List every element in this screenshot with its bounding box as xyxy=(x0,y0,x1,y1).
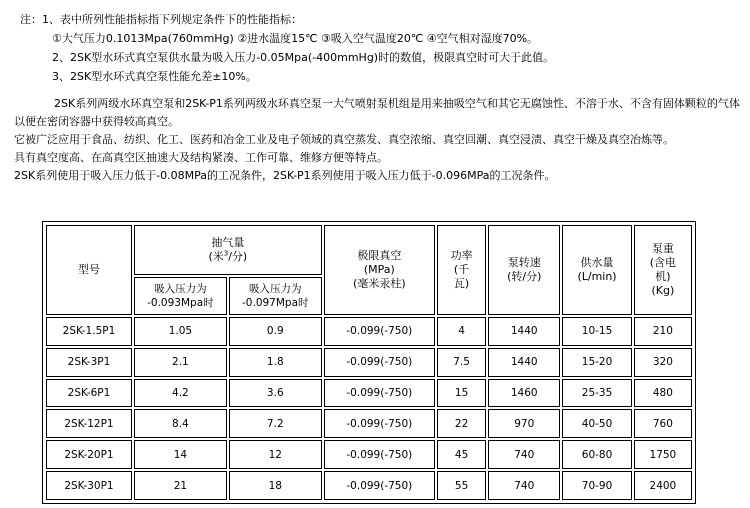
cell-q2: 3.6 xyxy=(229,379,322,408)
table-row xyxy=(46,440,692,469)
header-pumping-speed-title: 抽气量 xyxy=(211,236,245,249)
cell-ultimate: -0.099(-750) xyxy=(324,348,435,377)
cell-speed: 740 xyxy=(488,440,560,469)
cell-water: 70-90 xyxy=(562,471,632,500)
cell-weight: 320 xyxy=(634,348,692,377)
header-pumping-speed-unit: (米$^3$/分) xyxy=(208,249,248,263)
spec-table-frame xyxy=(42,221,696,504)
cell-q2: 12 xyxy=(229,440,322,469)
header-water-supply: 供水量 (L/min) xyxy=(562,225,632,315)
intro-paragraph-1: 2SK系列两级水环真空泵和2SK-P1系列两级水环真空泵一大气喷射泵机组是用来抽吸空气和其它无腐蚀性、不溶于水、不含有固体颗粒的气体以便在密闭容器中获得较高真空。 xyxy=(14,97,740,128)
cell-water: 15-20 xyxy=(562,348,632,377)
cell-q1: 1.05 xyxy=(134,317,227,346)
cell-q1: 8.4 xyxy=(134,409,227,438)
cell-weight: 1750 xyxy=(634,440,692,469)
header-power: 功率 (千 瓦) xyxy=(437,225,486,315)
note-line-2: ①大气压力0.1013Mpa(760mmHg) ②进水温度15℃ ③吸入空气温度20℃ ④空气相对湿度70%。 xyxy=(52,32,539,45)
cell-speed: 1460 xyxy=(488,379,560,408)
cell-model: 2SK-20P1 xyxy=(46,440,132,469)
header-pumping-speed xyxy=(134,225,322,275)
cell-q2: 0.9 xyxy=(229,317,322,346)
header-model: 型号 xyxy=(46,225,132,315)
cell-power: 15 xyxy=(437,379,486,408)
cell-speed: 740 xyxy=(488,471,560,500)
cell-ultimate: -0.099(-750) xyxy=(324,471,435,500)
note-line-4: 3、2SK型水环式真空泵性能允差±10%。 xyxy=(52,70,257,83)
intro-section xyxy=(14,95,744,185)
cell-q1: 14 xyxy=(134,440,227,469)
cell-weight: 480 xyxy=(634,379,692,408)
header-pump-speed: 泵转速 (转/分) xyxy=(488,225,560,315)
cell-model: 2SK-3P1 xyxy=(46,348,132,377)
cell-q1: 4.2 xyxy=(134,379,227,408)
table-row xyxy=(46,379,692,408)
note-line-1: 注：1、表中所列性能指标指下列规定条件下的性能指标： xyxy=(20,13,302,26)
cell-model: 2SK-12P1 xyxy=(46,409,132,438)
cell-water: 25-35 xyxy=(562,379,632,408)
cell-water: 40-50 xyxy=(562,409,632,438)
cell-weight: 760 xyxy=(634,409,692,438)
cell-q2: 18 xyxy=(229,471,322,500)
cell-power: 45 xyxy=(437,440,486,469)
cell-power: 4 xyxy=(437,317,486,346)
cell-speed: 1440 xyxy=(488,348,560,377)
cell-ultimate: -0.099(-750) xyxy=(324,440,435,469)
intro-paragraph-4: 2SK系列使用于吸入压力低于-0.08MPa的工况条件，2SK-P1系列使用于吸入压力低于-0.096MPa的工况条件。 xyxy=(14,169,556,182)
intro-paragraph-3: 具有真空度高、在高真空区抽速大及结构紧凑、工作可靠、维修方便等特点。 xyxy=(14,151,388,164)
cell-speed: 1440 xyxy=(488,317,560,346)
cell-water: 60-80 xyxy=(562,440,632,469)
cell-water: 10-15 xyxy=(562,317,632,346)
table-row xyxy=(46,409,692,438)
cell-model: 2SK-30P1 xyxy=(46,471,132,500)
cell-q2: 7.2 xyxy=(229,409,322,438)
cell-power: 55 xyxy=(437,471,486,500)
cell-ultimate: -0.099(-750) xyxy=(324,379,435,408)
cell-model: 2SK-6P1 xyxy=(46,379,132,408)
cell-q1: 21 xyxy=(134,471,227,500)
cell-model: 2SK-1.5P1 xyxy=(46,317,132,346)
cell-weight: 2400 xyxy=(634,471,692,500)
cell-q2: 1.8 xyxy=(229,348,322,377)
note-line-3: 2、2SK型水环式真空泵供水量为吸入压力-0.05Mpa(-400mmHg)时的数值，极限真空时可大于此值。 xyxy=(52,51,555,64)
cell-speed: 970 xyxy=(488,409,560,438)
intro-paragraph-2: 它被广泛应用于食品、纺织、化工、医药和冶金工业及电子领域的真空蒸发、真空浓缩、真空回潮、真空浸渍、真空干燥及真空冶炼等。 xyxy=(14,133,674,146)
header-pumping-093: 吸入压力为 -0.093Mpa时 xyxy=(134,277,227,315)
cell-power: 7.5 xyxy=(437,348,486,377)
spec-table-body xyxy=(46,317,692,500)
header-pumping-097: 吸入压力为 -0.097Mpa时 xyxy=(229,277,322,315)
notes-section xyxy=(20,10,554,86)
cell-weight: 210 xyxy=(634,317,692,346)
table-row xyxy=(46,471,692,500)
table-row xyxy=(46,348,692,377)
header-pump-weight: 泵重 (含电 机) (Kg) xyxy=(634,225,692,315)
table-row xyxy=(46,317,692,346)
header-ultimate-vacuum: 极限真空 (MPa) (毫米汞柱) xyxy=(324,225,435,315)
spec-table xyxy=(44,223,694,502)
cell-ultimate: -0.099(-750) xyxy=(324,317,435,346)
cell-q1: 2.1 xyxy=(134,348,227,377)
cell-power: 22 xyxy=(437,409,486,438)
cell-ultimate: -0.099(-750) xyxy=(324,409,435,438)
